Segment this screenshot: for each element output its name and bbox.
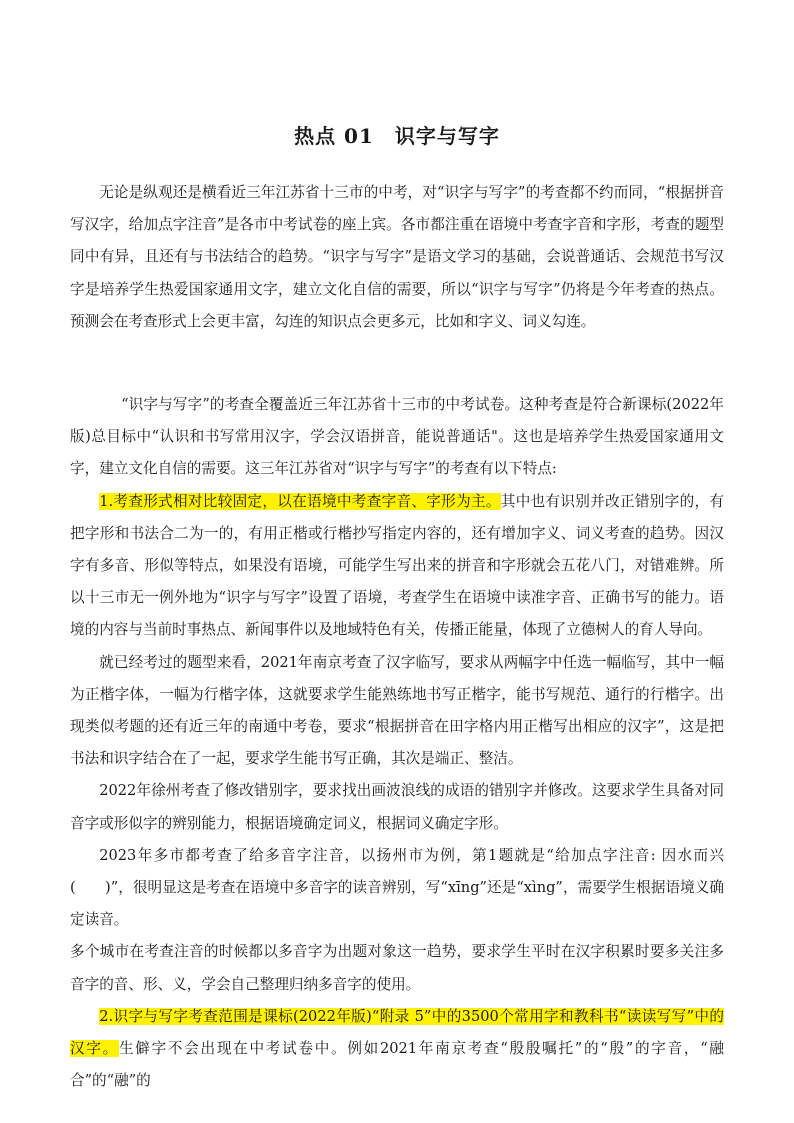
highlight-point-1: 1.考查形式相对比较固定，以在语境中考查字音、字形为主。 bbox=[99, 492, 501, 510]
paragraph-2-text: 其中也有识别并改正错别字的，有把字形和书法合二为一的，有用正楷或行楷抄写指定内容的，还有增加字义、词义考查的趋势。因汉字有多音、形似等特点，如果没有语境，可能学生写出来的拼音和字形就会五花八门，对错难辨。所以十三市无一例外地为“识字与写字”设置了语境，考查学生在语境中读准字音、正确书写的能力。语境的内容与当前时事热点、新闻事件以及地域特色有关，传播正能量，体现了立德树人的育人导向。 bbox=[70, 492, 724, 639]
paragraph-3: 就已经考过的题型来看，2021年南京考查了汉字临写，要求从两幅字中任选一幅临写，其中一幅为正楷字体，一幅为行楷字体，这就要求学生能熟练地书写正楷字，能书写规范、通行的行楷字。出现类似考题的还有近三年的南通中考卷，要求“根据拼音在田字格内用正楷写出相应的汉字”，这是把书法和识字结合在了一起，要求学生能书写正确，其次是端正、整洁。 bbox=[70, 653, 724, 768]
paragraph-7-text: 生僻字不会出现在中考试卷中。例如2021年南京考查“殷殷嘱托”的“殷”的字音，“融合”的“融”的 bbox=[70, 1040, 724, 1090]
body-section bbox=[70, 389, 724, 1097]
paragraph-2 bbox=[70, 486, 724, 647]
paragraph-5: 2023年多市都考查了给多音字注音，以扬州市为例，第1题就是“给加点字注音: 因水而兴( )”，很明显这是考查在语境中多音字的读音辨别，写“xīng”还是“xìng”，需要学生根据语境义确定读音。 bbox=[70, 846, 724, 929]
paragraph-7 bbox=[70, 1001, 724, 1098]
paragraph-6: 多个城市在考查注音的时候都以多音字为出题对象这一趋势，要求学生平时在汉字积累时要多关注多音字的音、形、义，学会自己整理归纳多音字的使用。 bbox=[70, 943, 724, 993]
paragraph-4: 2022年徐州考查了修改错别字，要求找出画波浪线的成语的错别字并修改。这要求学生具备对同音字或形似字的辨别能力，根据语境确定词义，根据词义确定字形。 bbox=[70, 782, 724, 832]
page-title: 热点 01 识字与写字 bbox=[294, 124, 500, 148]
intro-paragraph: 无论是纵观还是横看近三年江苏省十三市的中考，对“识字与写字”的考查都不约而同，“根据拼音写汉字，给加点字注音”是各市中考试卷的座上宾。各市都注重在语境中考查字音和字形，考查的题型同中有异，且还有与书法结合的趋势。“识字与写字”是语文学习的基础，会说普通话、会规范书写汉字是培养学生热爱国家通用文字，建立文化自信的需要，所以“识字与写字”仍将是今年考查的热点。预测会在考查形式上会更丰富，勾连的知识点会更多元，比如和字义、词义勾连。 bbox=[70, 184, 724, 330]
highlight-point-2: 2.识字与写字考查范围是课标(2022年版)“附录 5”中的3500个常用字和教科书“读读写写”中的汉字。 bbox=[70, 1007, 724, 1058]
intro-section bbox=[70, 177, 724, 338]
paragraph-1: “识字与写字”的考查全覆盖近三年江苏省十三市的中考试卷。这种考查是符合新课标(2022年版)总目标中“认识和书写常用汉字，学会汉语拼音，能说普通话"。这也是培养学生热爱国家通用文字，建立文化自信的需要。这三年江苏省对“识字与写字”的考查有以下特点: bbox=[70, 396, 724, 478]
